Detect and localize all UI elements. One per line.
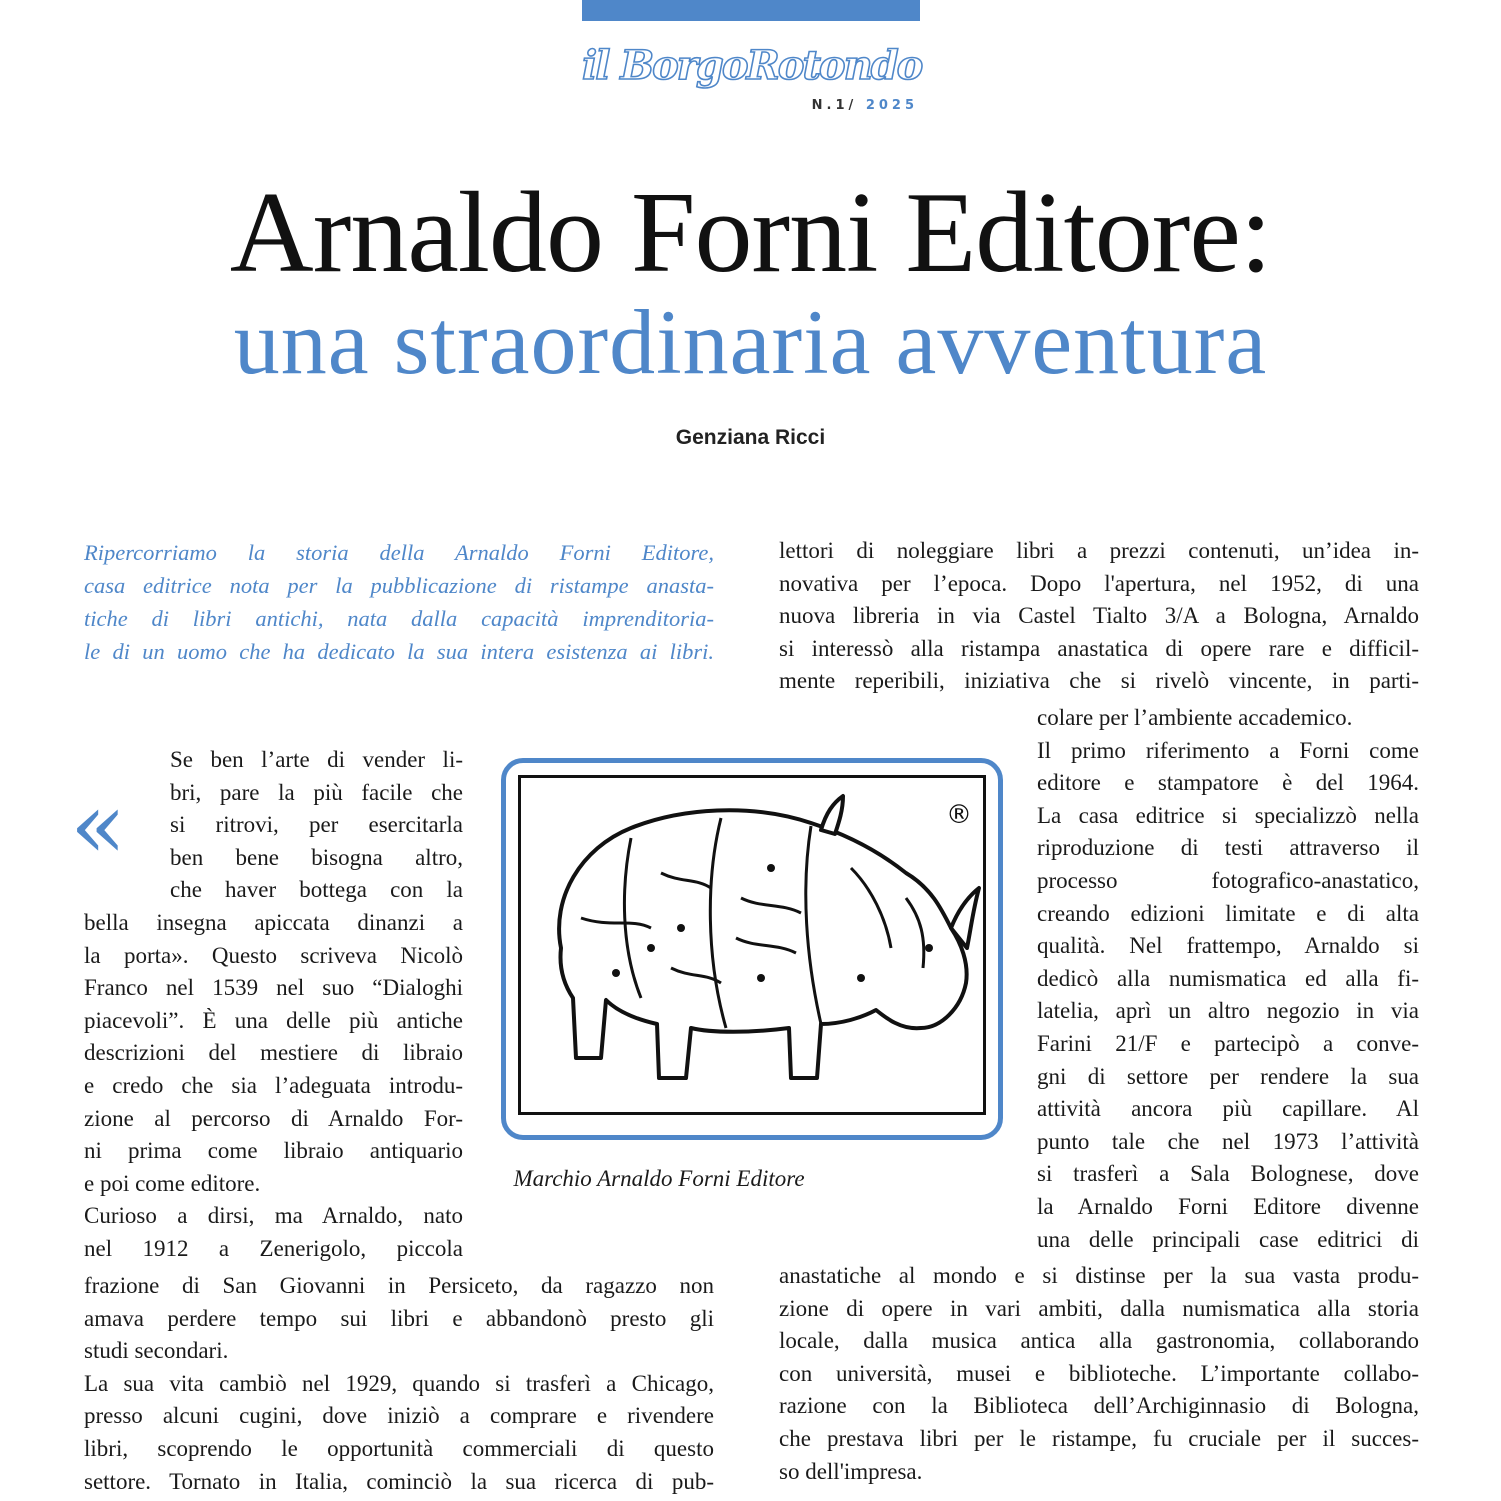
text-line: mente reperibili, iniziativa che si rivelò vincente, in parti- [779,668,1419,694]
text-line: colare per l’ambiente accademico. [1037,705,1353,730]
text-line: frazione di San Giovanni in Persiceto, da ragazzo non [84,1273,714,1298]
rhinoceros-icon [521,778,983,1112]
registered-mark: ® [946,800,972,830]
text-line: bri, pare la più facile che [170,779,463,805]
text-line: Franco nel 1539 nel suo “Dialoghi [84,975,463,1001]
text-line: bella insegna apiccata dinanzi a [84,910,463,935]
text-line: ben bene bisogna altro, [170,844,463,870]
text-line: e poi come editore. [84,1170,261,1196]
text-line: che prestava libri per le ristampe, fu cruciale per il succes- [779,1425,1419,1451]
text-line: nel 1912 a Zenerigolo, piccola [84,1235,463,1261]
text-line: La casa editrice si specializzò nella [1037,802,1419,828]
text-line: con università, musei e biblioteche. L’importante collabo- [779,1360,1419,1386]
text-line: qualità. Nel frattempo, Arnaldo si [1037,933,1419,959]
text-line: dedicò alla numismatica ed alla fi- [1037,965,1419,991]
text-line: riproduzione di testi attraverso il [1037,835,1419,861]
article-author: Genziana Ricci [675,426,826,449]
article-lead [84,536,714,668]
text-line: presso alcuni cugini, dove iniziò a comprare e rivendere [84,1403,714,1429]
lead-line: tiche di libri antichi, nata dalla capacità imprenditoria- [84,606,714,631]
lead-line: Ripercorriamo la storia della Arnaldo Forni Editore, [84,540,714,565]
text-line: la porta». Questo scriveva Nicolò [84,942,463,968]
text-line: amava perdere tempo sui libri e abbandonò presto gli [84,1305,714,1331]
text-line: la Arnaldo Forni Editore divenne [1037,1193,1419,1219]
text-line: zione di opere in vari ambiti, dalla numismatica alla storia [779,1295,1419,1321]
text-line: novativa per l’epoca. Dopo l'apertura, nel 1952, di una [779,570,1419,596]
text-line: editore e stampatore è del 1964. [1037,770,1419,796]
text-line: so dell'impresa. [779,1458,923,1484]
text-line: nuova libreria in via Castel Tialto 3/A a Bologna, Arnaldo [779,603,1419,629]
masthead-logo: il BorgoRotondo [582,42,922,89]
right-column-top [779,535,1419,698]
publisher-logo-inner [518,775,986,1115]
text-line: lettori di noleggiare libri a prezzi contenuti, un’idea in- [779,538,1419,563]
left-column-continued [84,1270,714,1498]
text-line: ni prima come libraio antiquario [84,1138,463,1164]
text-line: zione al percorso di Arnaldo For- [84,1105,463,1131]
quote-mark-icon: « [70,772,127,879]
text-line: si interessò alla ristampa anastatica di opere rare e difficil- [779,635,1419,661]
lead-line: le di un uomo che ha dedicato la sua intera esistenza ai libri. [84,639,714,664]
text-line: locale, dalla musica antica alla gastronomia, collaborando [779,1328,1419,1354]
article-title: Arnaldo Forni Editore: [229,169,1272,297]
masthead-bar [582,0,920,21]
text-line: punto tale che nel 1973 l’attività [1037,1128,1419,1154]
text-line: si trasferì a Sala Bolognese, dove [1037,1161,1419,1187]
issue-year: 2025 [865,98,918,113]
text-line: Farini 21/F e partecipò a conve- [1037,1030,1419,1056]
text-line: settore. Tornato in Italia, cominciò la sua ricerca di pub- [84,1468,714,1494]
text-line: libri, scoprendo le opportunità commerciali di questo [84,1435,714,1461]
image-caption: Marchio Arnaldo Forni Editore [513,1166,805,1191]
lead-line: casa editrice nota per la pubblicazione di ristampe anasta- [84,573,714,598]
text-line: descrizioni del mestiere di libraio [84,1040,463,1066]
text-line: Se ben l’arte di vender li- [170,747,463,772]
text-line: si ritrovi, per esercitarla [170,812,463,838]
issue-number [812,98,918,113]
text-line: anastatiche al mondo e si distinse per la sua vasta produ- [779,1263,1419,1288]
text-line: attività ancora più capillare. Al [1037,1096,1419,1122]
left-column-body [84,907,463,1266]
text-line: razione con la Biblioteca dell’Archiginnasio di Bologna, [779,1393,1419,1419]
left-column-intro [170,744,463,907]
issue-label: N.1/ [811,98,858,113]
text-line: piacevoli”. È una delle più antiche [84,1007,463,1033]
text-line: e credo che sia l’adeguata introdu- [84,1072,463,1098]
text-line: latelia, aprì un altro negozio in via [1037,998,1419,1024]
text-line: che haver bottega con la [170,877,463,903]
text-line: Il primo riferimento a Forni come [1037,737,1419,763]
right-column-body [1037,702,1419,1256]
text-line: creando edizioni limitate e di alta [1037,900,1419,926]
text-line: processo fotografico-anastatico, [1037,867,1419,893]
article-subtitle: una straordinaria avventura [233,291,1268,393]
text-line: Curioso a dirsi, ma Arnaldo, nato [84,1203,463,1229]
text-line: gni di settore per rendere la sua [1037,1063,1419,1089]
text-line: una delle principali case editrici di [1037,1226,1419,1252]
text-line: studi secondari. [84,1338,229,1364]
text-line: La sua vita cambiò nel 1929, quando si trasferì a Chicago, [84,1370,714,1396]
right-column-bottom [779,1260,1419,1488]
